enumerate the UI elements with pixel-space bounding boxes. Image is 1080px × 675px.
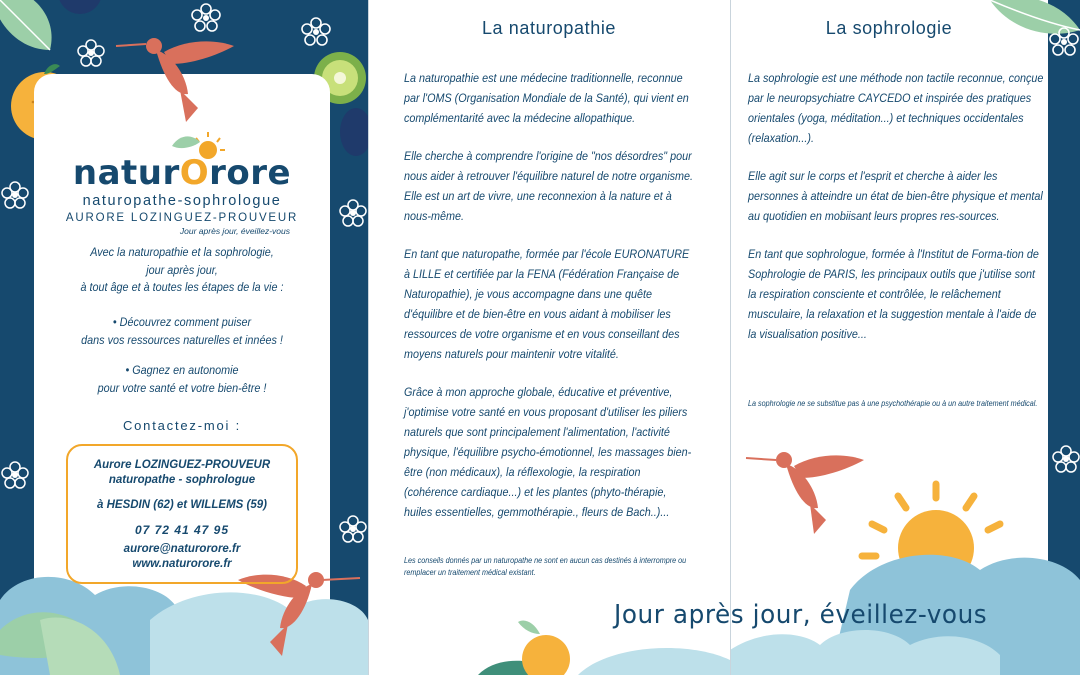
naturopathie-disclaimer: Les conseils donnés par un naturopathe ne sont en aucun cas destinés à interrompre ou remplacer un traitement médical existant. xyxy=(404,556,687,577)
brand-tagline: Jour après jour, éveillez-vous xyxy=(179,226,290,236)
logo-text-start: natur xyxy=(72,153,180,193)
flower-icon xyxy=(1052,444,1080,474)
intro-line: pour votre santé et votre bien-être ! xyxy=(97,380,267,395)
contact-locations: à HESDIN (62) et WILLEMS (59) xyxy=(97,499,267,511)
sophrologie-paragraph: La sophrologie est une méthode non tactile reconnue, conçue par le neuropsychiatre CAYCEDO et inspirée des pratiques orientales (yoga, méditation...) et techniques occidentales (relaxation...). xyxy=(748,71,1044,145)
naturopathie-panel xyxy=(368,0,730,675)
intro-line: jour après jour, xyxy=(146,262,218,277)
flower-icon xyxy=(338,514,368,544)
hummingbird-icon xyxy=(746,448,866,538)
naturopathie-title: La naturopathie xyxy=(481,18,617,38)
contact-email[interactable]: aurore@naturorore.fr xyxy=(123,543,241,555)
naturopathie-paragraph: Elle cherche à comprendre l'origine de "nos désordres" pour nous aider à retrouver l'équilibre naturel de notre organisme. Elle est un art de vivre, une reconnexion à la nature et à nous-même. xyxy=(404,149,694,223)
cloud-decoration xyxy=(578,640,730,675)
fold-line xyxy=(730,0,731,675)
contact-name: Aurore LOZINGUEZ-PROUVEUR xyxy=(93,459,271,471)
flower-icon xyxy=(76,38,106,68)
sophrologie-disclaimer: La sophrologie ne se substitue pas à une psychothérapie ou à un autre traitement médical. xyxy=(748,399,1038,408)
flower-icon xyxy=(1048,26,1080,58)
intro-bullet-1 xyxy=(63,314,301,349)
sophrologie-paragraph: Elle agit sur le corps et l'esprit et cherche à aider les personnes à atteindre un état de bien-être physique et mental au quotidien en mobiisant leurs propres res-sources. xyxy=(748,169,1043,223)
logo-text-o: O xyxy=(179,153,210,193)
naturopathie-paragraph: En tant que naturopathe, formée par l'école EURONATURE à LILLE et certifiée par la FENA (Fédération Française de Naturopathie), je vous accompagne dans une quête d'équilibre et de bien-être en vous aidant à mobiliser les ressources de votre organisme et en vous conseillant des moyens naturels pour maintenir votre vitalité. xyxy=(404,247,690,361)
slogan: Jour après jour, éveillez-vous xyxy=(614,600,988,630)
fold-line xyxy=(368,0,369,675)
intro-line: Avec la naturopathie et la sophrologie, xyxy=(90,245,274,259)
flower-icon xyxy=(300,16,332,48)
flower-icon xyxy=(190,2,222,34)
contact-website[interactable]: www.naturorore.fr xyxy=(132,558,232,570)
naturopathie-body xyxy=(404,68,697,540)
contact-title: Contactez-moi : xyxy=(122,418,242,433)
sophrologie-body xyxy=(748,68,1045,362)
brand-profession: naturopathe-sophrologue xyxy=(82,193,282,209)
brand-logo xyxy=(34,126,330,237)
contact-phone[interactable]: 07 72 41 47 95 xyxy=(134,523,230,537)
intro-line: • Découvrez comment puiser xyxy=(112,315,252,329)
intro-line: dans vos ressources naturelles et innées ! xyxy=(81,332,283,347)
intro-text xyxy=(63,244,301,297)
intro-line: à tout âge et à toutes les étapes de la vie : xyxy=(80,280,284,294)
flower-icon xyxy=(0,180,30,210)
contact-role: naturopathe - sophrologue xyxy=(108,474,256,486)
flower-icon xyxy=(0,460,30,490)
logo-text-end: rore xyxy=(209,153,292,193)
intro-bullet-2 xyxy=(63,362,301,397)
brand-name: AURORE LOZINGUEZ-PROUVEUR xyxy=(65,212,299,224)
sophrologie-title: La sophrologie xyxy=(825,18,953,38)
sophrologie-panel xyxy=(730,0,1080,675)
naturopathie-paragraph: La naturopathie est une médecine traditionnelle, reconnue par l'OMS (Organisation Mondiale de la Santé), qui vient en complémentarité avec la médecine allopathique. xyxy=(404,71,689,125)
intro-line: • Gagnez en autonomie xyxy=(125,363,239,377)
front-cover-panel xyxy=(0,0,368,675)
naturopathie-paragraph: Grâce à mon approche globale, éducative et préventive, j'optimise votre santé en vous proposant d'utiliser les piliers naturels que sont principalement l'alimentation, l'activité physique, l'équilibre psycho-émotionnel, les massages bien-être (non médicaux), la réflexologie, la respiration (cohérence cardiaque...) et les plantes (phyto-thérapie, huiles essentielles, gemmothérapie., fleurs de Bach..)... xyxy=(404,385,692,519)
contact-box xyxy=(66,444,298,584)
flower-icon xyxy=(338,198,368,228)
sophrologie-paragraph: En tant que sophrologue, formée à l'Institut de Forma-tion de Sophrologie de PARIS, les principaux outils que j'utilise sont la respiration consciente et contrôlée, le relâchement musculaire, la relaxation et la suggestion mentale à l'aide de la visualisation positive... xyxy=(748,247,1039,341)
hummingbird-icon xyxy=(116,34,236,124)
